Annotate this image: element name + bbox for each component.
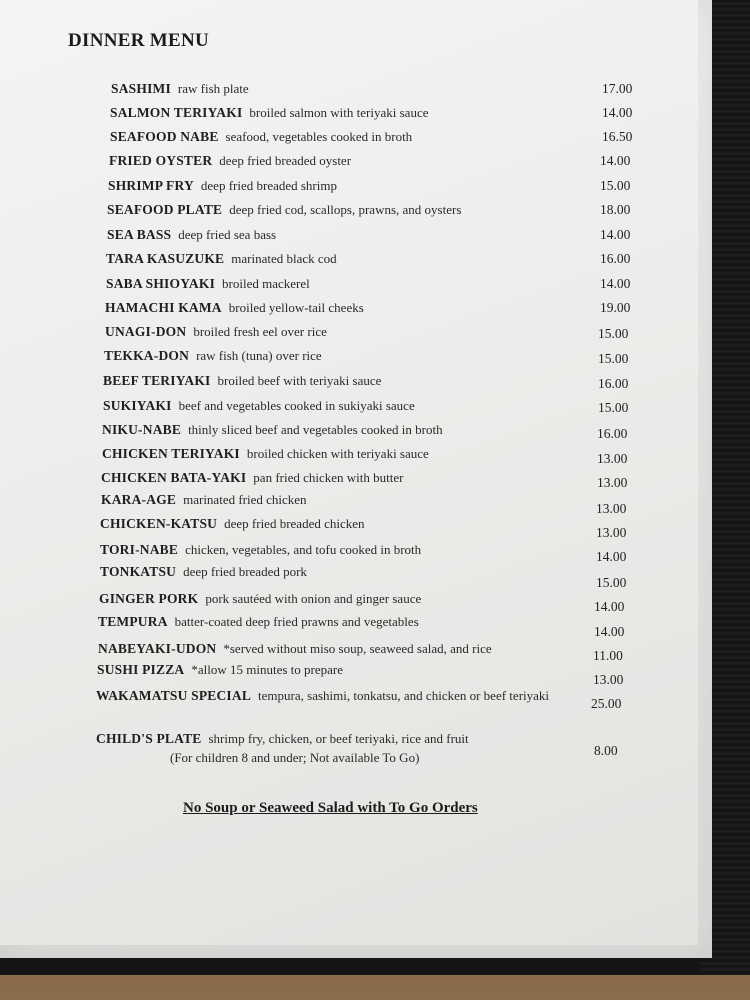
menu-item-price: 25.00	[591, 696, 622, 711]
menu-item-dish	[104, 348, 322, 364]
menu-item-price: 14.00	[600, 227, 631, 242]
menu-item-name: NIKU-NABE	[102, 422, 182, 437]
menu-item-description: raw fish plate	[177, 81, 249, 96]
menu-item-description: deep fried breaded chicken	[224, 516, 365, 531]
menu-item-dish	[110, 105, 428, 121]
menu-item-dish	[106, 276, 310, 292]
menu-item-price: 13.00	[597, 475, 628, 490]
menu-item-description: broiled mackerel	[222, 276, 310, 291]
menu-item-price: 11.00	[593, 648, 623, 663]
menu-item-description: raw fish (tuna) over rice	[196, 348, 322, 363]
menu-item-price: 14.00	[600, 153, 631, 168]
menu-item-description: deep fried breaded pork	[183, 564, 307, 579]
menu-item-description: deep fried breaded shrimp	[200, 178, 337, 193]
menu-item-price: 15.00	[598, 400, 629, 415]
menu-title: DINNER MENU	[68, 30, 210, 51]
menu-item-description: pan fried chicken with butter	[253, 470, 404, 485]
menu-item-name: FRIED OYSTER	[109, 153, 213, 168]
menu-item-description: tempura, sashimi, tonkatsu, and chicken or beef teriyaki	[258, 688, 550, 703]
menu-item-price: 14.00	[594, 599, 625, 614]
menu-item-description: broiled beef with teriyaki sauce	[217, 373, 382, 388]
menu-item-name: CHICKEN TERIYAKI	[102, 446, 240, 461]
menu-item-dish	[99, 591, 421, 607]
menu-item-name: WAKAMATSU SPECIAL	[96, 688, 252, 703]
menu-item-dish	[100, 564, 307, 580]
menu-item-price: 13.00	[596, 501, 627, 516]
menu-item-description: deep fried sea bass	[178, 227, 277, 242]
menu-item-dish	[108, 178, 337, 194]
menu-item-price: 16.00	[598, 376, 629, 391]
menu-item-description: marinated fried chicken	[183, 492, 307, 507]
menu-item-price: 14.00	[600, 276, 631, 291]
menu-item-name: TORI-NABE	[100, 542, 179, 557]
menu-item-description: chicken, vegetables, and tofu cooked in broth	[185, 542, 422, 557]
menu-item-description: beef and vegetables cooked in sukiyaki sauce	[178, 398, 415, 413]
menu-item-price: 14.00	[596, 549, 627, 564]
menu-item-name: SEAFOOD PLATE	[107, 202, 223, 217]
menu-item-price: 13.00	[596, 525, 627, 540]
menu-item-price: 16.50	[602, 129, 633, 144]
menu-item-dish	[106, 251, 337, 267]
menu-item-dish	[103, 398, 415, 414]
menu-item-price: 16.00	[597, 426, 628, 441]
menu-item-name: TEKKA-DON	[104, 348, 190, 363]
menu-item-description: marinated black cod	[231, 251, 337, 266]
menu-item-price: 15.00	[598, 326, 629, 341]
menu-item-dish	[105, 300, 364, 316]
child-plate-note: (For children 8 and under; Not available To Go)	[170, 750, 420, 765]
menu-item-price: 13.00	[597, 451, 628, 466]
menu-item-dish	[100, 516, 365, 532]
menu-item-name: KARA-AGE	[101, 492, 177, 507]
menu-item-name: SUSHI PIZZA	[97, 662, 185, 677]
menu-item-name: CHICKEN-KATSU	[100, 516, 218, 531]
menu-item-description: broiled yellow-tail cheeks	[228, 300, 364, 315]
menu-item-price: 14.00	[602, 105, 633, 120]
menu-item-name: TEMPURA	[98, 614, 168, 629]
menu-item-dish	[102, 422, 443, 438]
menu-item-price: 8.00	[594, 743, 618, 758]
menu-item-name: TONKATSU	[100, 564, 177, 579]
menu-item-name: NABEYAKI-UDON	[98, 641, 217, 656]
to-go-notice: No Soup or Seaweed Salad with To Go Orders	[183, 800, 478, 816]
menu-item-price: 15.00	[596, 575, 627, 590]
menu-item-price: 19.00	[600, 300, 631, 315]
menu-item-name: HAMACHI KAMA	[105, 300, 222, 315]
menu-item-name: UNAGI-DON	[105, 324, 187, 339]
menu-item-description: seafood, vegetables cooked in broth	[225, 129, 413, 144]
menu-item-dish	[98, 614, 419, 630]
menu-item-price: 13.00	[593, 672, 624, 687]
menu-item-dish	[101, 492, 307, 508]
menu-item-name: GINGER PORK	[99, 591, 199, 606]
menu-item-description: shrimp fry, chicken, or beef teriyaki, rice and fruit	[208, 731, 469, 746]
menu-item-dish	[101, 470, 403, 486]
menu-item-description: broiled fresh eel over rice	[193, 324, 327, 339]
menu-item-name: SEA BASS	[107, 227, 172, 242]
menu-item-description: broiled chicken with teriyaki sauce	[246, 446, 429, 461]
menu-item-description: *served without miso soup, seaweed salad, and rice	[223, 641, 492, 656]
menu-item-name: SUKIYAKI	[103, 398, 172, 413]
menu-item-dish	[111, 81, 249, 97]
menu-item-dish	[96, 731, 469, 747]
menu-item-description: *allow 15 minutes to prepare	[191, 662, 343, 677]
menu-item-price: 16.00	[600, 251, 631, 266]
menu-item-description: thinly sliced beef and vegetables cooked in broth	[188, 422, 443, 437]
menu-item-dish	[103, 373, 381, 389]
menu-item-dish	[96, 688, 549, 704]
menu-item-description: pork sautéed with onion and ginger sauce	[205, 591, 422, 606]
menu-item-dish	[105, 324, 327, 340]
menu-item-description: batter-coated deep fried prawns and vegetables	[174, 614, 419, 629]
menu-item-name: SASHIMI	[111, 81, 171, 96]
menu-item-description: deep fried cod, scallops, prawns, and oysters	[229, 202, 462, 217]
menu-item-name: SHRIMP FRY	[108, 178, 194, 193]
menu-item-dish	[109, 153, 351, 169]
menu-item-dish	[98, 641, 492, 657]
menu-item-price: 18.00	[600, 202, 631, 217]
menu-item-name: BEEF TERIYAKI	[103, 373, 211, 388]
menu-item-name: SEAFOOD NABE	[110, 129, 219, 144]
menu-item-dish	[102, 446, 429, 462]
menu-item-name: CHICKEN BATA-YAKI	[101, 470, 247, 485]
menu-item-price: 14.00	[594, 624, 625, 639]
menu-item-name: SALMON TERIYAKI	[110, 105, 243, 120]
menu-item-name: CHILD'S PLATE	[96, 731, 202, 746]
menu-item-price: 15.00	[600, 178, 631, 193]
menu-item-description: deep fried breaded oyster	[219, 153, 352, 168]
menu-item-price: 17.00	[602, 81, 633, 96]
menu-item-description: broiled salmon with teriyaki sauce	[249, 105, 429, 120]
menu-item-dish	[107, 202, 461, 218]
menu-item-dish	[110, 129, 412, 145]
menu-item-dish	[107, 227, 276, 243]
menu-item-dish	[100, 542, 421, 558]
menu-item-name: SABA SHIOYAKI	[106, 276, 216, 291]
menu-item-price: 15.00	[598, 351, 629, 366]
menu-item-name: TARA KASUZUKE	[106, 251, 225, 266]
menu-item-dish	[97, 662, 343, 678]
